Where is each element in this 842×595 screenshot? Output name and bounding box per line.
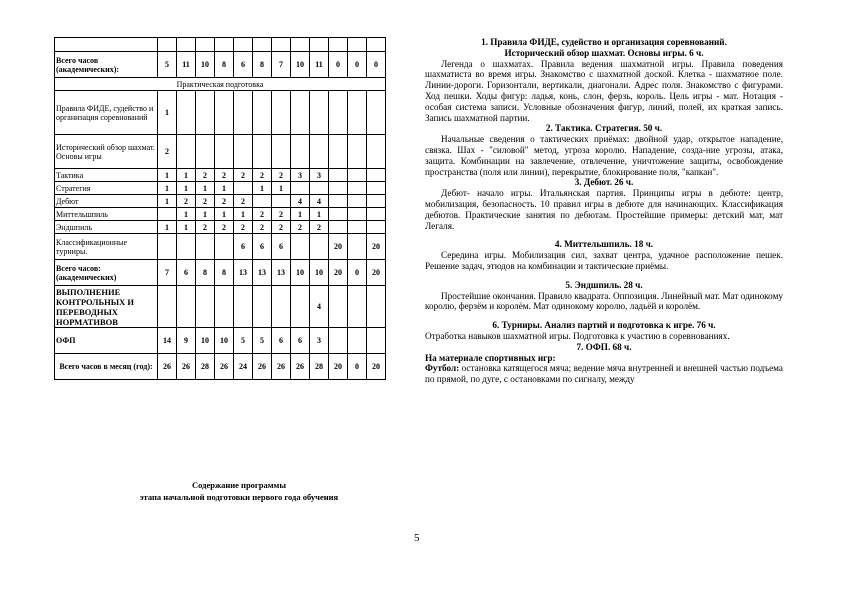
table-row <box>55 78 386 91</box>
hours-cell <box>329 38 348 52</box>
hours-cell: 26 <box>291 354 310 380</box>
hours-cell <box>310 135 329 169</box>
section-1-subheading: Исторический обзор шахмат. Основы игры. 6 ч. <box>504 47 704 58</box>
hours-cell: 28 <box>196 354 215 380</box>
table-row <box>55 182 386 195</box>
hours-cell: 1 <box>272 182 291 195</box>
hours-cell: 6 <box>272 328 291 354</box>
hours-cell: 13 <box>253 260 272 286</box>
hours-cell: 1 <box>291 208 310 221</box>
hours-cell <box>177 91 196 135</box>
hours-cell <box>158 286 177 328</box>
hours-cell <box>329 91 348 135</box>
hours-cell: 11 <box>177 52 196 78</box>
section-7-subheading: На материале спортивных игр: <box>425 352 556 363</box>
hours-cell: 13 <box>272 260 291 286</box>
table-row <box>55 169 386 182</box>
hours-cell <box>272 91 291 135</box>
section-7-heading: 7. ОФП. 68 ч. <box>576 341 632 352</box>
hours-cell: 10 <box>196 328 215 354</box>
section-1-heading: 1. Правила ФИДЕ, судейство и организация соревнований. <box>481 37 727 47</box>
table-row <box>55 221 386 234</box>
table-row <box>55 328 386 354</box>
hours-cell: 5 <box>234 328 253 354</box>
hours-cell: 2 <box>196 195 215 208</box>
hours-cell <box>367 91 386 135</box>
hours-cell: 14 <box>158 328 177 354</box>
hours-cell: 26 <box>253 354 272 380</box>
hours-cell: 1 <box>253 182 272 195</box>
hours-cell <box>329 195 348 208</box>
hours-cell: 2 <box>196 221 215 234</box>
hours-cell: 26 <box>272 354 291 380</box>
hours-cell <box>348 208 367 221</box>
table-row <box>55 38 386 52</box>
hours-cell <box>348 286 367 328</box>
hours-cell: 2 <box>234 169 253 182</box>
hours-cell <box>367 169 386 182</box>
hours-cell <box>177 286 196 328</box>
hours-cell <box>234 135 253 169</box>
hours-cell <box>215 38 234 52</box>
hours-cell: 5 <box>158 52 177 78</box>
hours-cell: 20 <box>367 260 386 286</box>
hours-cell <box>291 286 310 328</box>
section-4-text: Середина игры. Мобилизация сил, захват центра, удачное расположение пешек. Решение задач, этюдов на комбинации и тактические приёмы. <box>425 250 783 271</box>
hours-cell <box>348 169 367 182</box>
hours-cell <box>177 38 196 52</box>
hours-cell <box>196 286 215 328</box>
hours-cell <box>329 286 348 328</box>
table-row <box>55 354 386 380</box>
section-3-heading: 3. Дебют. 26 ч. <box>574 177 634 188</box>
hours-cell: 4 <box>310 195 329 208</box>
section-6-heading: 6. Турниры. Анализ партий и подготовка к игре. 76 ч. <box>492 320 716 331</box>
row-label-cell: Исторический обзор шахмат. Основы игры <box>55 135 158 169</box>
hours-cell: 11 <box>310 52 329 78</box>
row-label-cell: Тактика <box>55 169 158 182</box>
row-label-cell: Правила ФИДЕ, судейство и организация соревнований <box>55 91 158 135</box>
section-3-text: Дебют- начало игры. Итальянская партия. Принципы игры в дебюте: центр, мобилизация, безопасность. 10 правил игры в дебюте для начинающих. Классификация дебютов. Практические занятия по дебютам. Простейшие примеры: детский мат, мат Легаля. <box>425 188 783 231</box>
page-number: 5 <box>414 532 420 544</box>
hours-cell: 28 <box>310 354 329 380</box>
hours-cell: 20 <box>329 354 348 380</box>
hours-cell: 0 <box>367 52 386 78</box>
hours-cell: 1 <box>215 208 234 221</box>
hours-cell <box>310 182 329 195</box>
hours-cell: 2 <box>310 221 329 234</box>
table-row <box>55 91 386 135</box>
hours-cell <box>329 182 348 195</box>
hours-cell <box>291 182 310 195</box>
section-2-text: Начальные сведения о тактических приёмах: двойной удар, открытое нападение, связка. Шах - "силовой" метод, угроза королю. Нападение, созда-ние угрозы, атака, защита. Комбинации на завлечение, отвлечение, уничтожение защиты, освобождение пространства (поля или линии), перекрытие, блокирование поля, "капкан". <box>425 134 783 177</box>
hours-cell <box>215 91 234 135</box>
hours-cell <box>291 91 310 135</box>
hours-cell: 10 <box>196 52 215 78</box>
table-row <box>55 286 386 328</box>
hours-cell: 0 <box>348 354 367 380</box>
hours-cell: 8 <box>196 260 215 286</box>
hours-cell: 3 <box>291 169 310 182</box>
hours-cell: 0 <box>329 52 348 78</box>
row-label-cell: Стратегия <box>55 182 158 195</box>
hours-cell <box>253 286 272 328</box>
hours-cell: 2 <box>253 169 272 182</box>
training-plan-table <box>54 37 386 380</box>
hours-cell: 2 <box>234 195 253 208</box>
hours-cell: 20 <box>329 234 348 260</box>
hours-cell: 1 <box>196 182 215 195</box>
section-header-cell: Практическая подготовка <box>55 78 386 91</box>
row-label-cell: Классификационные турниры. <box>55 234 158 260</box>
hours-cell: 10 <box>310 260 329 286</box>
hours-cell <box>196 135 215 169</box>
hours-cell <box>367 221 386 234</box>
hours-cell: 10 <box>291 52 310 78</box>
football-label: Футбол: <box>425 363 460 374</box>
hours-cell: 6 <box>253 234 272 260</box>
row-label-cell: Всего часов: (академических) <box>55 260 158 286</box>
hours-cell: 2 <box>158 135 177 169</box>
hours-cell: 6 <box>291 328 310 354</box>
hours-cell: 0 <box>348 260 367 286</box>
hours-cell <box>234 286 253 328</box>
hours-cell: 2 <box>272 221 291 234</box>
hours-cell <box>329 135 348 169</box>
section-2-heading: 2. Тактика. Стратегия. 50 ч. <box>545 123 663 134</box>
hours-cell <box>253 195 272 208</box>
hours-cell: 0 <box>348 52 367 78</box>
hours-cell: 13 <box>234 260 253 286</box>
hours-cell: 20 <box>329 260 348 286</box>
hours-cell: 20 <box>367 234 386 260</box>
hours-cell: 1 <box>310 208 329 221</box>
hours-cell: 7 <box>272 52 291 78</box>
row-label-cell: Эндшпиль <box>55 221 158 234</box>
table-row <box>55 234 386 260</box>
hours-cell: 1 <box>196 208 215 221</box>
hours-cell: 24 <box>234 354 253 380</box>
hours-cell: 8 <box>215 52 234 78</box>
row-label-cell: Дебют <box>55 195 158 208</box>
hours-cell: 1 <box>158 182 177 195</box>
hours-cell: 4 <box>310 286 329 328</box>
hours-cell: 3 <box>310 328 329 354</box>
hours-cell: 1 <box>158 195 177 208</box>
hours-cell: 6 <box>234 52 253 78</box>
hours-cell <box>367 286 386 328</box>
hours-cell <box>158 208 177 221</box>
hours-cell <box>215 286 234 328</box>
hours-cell: 2 <box>196 169 215 182</box>
hours-cell <box>272 135 291 169</box>
table-row <box>55 52 386 78</box>
hours-cell <box>348 182 367 195</box>
table-row <box>55 260 386 286</box>
hours-cell: 6 <box>234 234 253 260</box>
hours-cell <box>253 91 272 135</box>
program-content-subtitle: этапа начальной подготовки первого года обучения <box>139 492 339 502</box>
hours-cell <box>367 135 386 169</box>
hours-cell: 26 <box>215 354 234 380</box>
hours-cell: 1 <box>177 182 196 195</box>
row-label-cell: ОФП <box>55 328 158 354</box>
hours-cell <box>329 208 348 221</box>
hours-cell <box>348 234 367 260</box>
hours-cell <box>348 135 367 169</box>
hours-cell <box>348 38 367 52</box>
hours-cell: 2 <box>215 221 234 234</box>
hours-cell: 10 <box>215 328 234 354</box>
table-row <box>55 208 386 221</box>
hours-cell: 2 <box>272 208 291 221</box>
hours-cell: 2 <box>291 221 310 234</box>
hours-cell: 9 <box>177 328 196 354</box>
hours-cell <box>310 91 329 135</box>
hours-cell <box>272 195 291 208</box>
hours-cell: 1 <box>215 182 234 195</box>
hours-cell <box>348 328 367 354</box>
hours-cell <box>196 91 215 135</box>
hours-cell <box>234 38 253 52</box>
section-6-text: Отработка навыков шахматной игры. Подготовка к участию в соревнованиях. <box>425 330 730 341</box>
hours-cell <box>196 234 215 260</box>
hours-cell: 2 <box>253 221 272 234</box>
program-content-text <box>425 37 783 385</box>
hours-cell: 26 <box>158 354 177 380</box>
hours-cell <box>196 38 215 52</box>
hours-cell <box>367 195 386 208</box>
row-label-cell <box>55 38 158 52</box>
hours-cell <box>234 182 253 195</box>
section-5-heading: 5. Эндшпиль. 28 ч. <box>565 279 643 290</box>
row-label-cell: Всего часов (академических): <box>55 52 158 78</box>
hours-cell <box>177 234 196 260</box>
row-label-cell: Миттельшпиль <box>55 208 158 221</box>
hours-cell: 1 <box>158 221 177 234</box>
hours-cell: 20 <box>367 354 386 380</box>
hours-cell: 4 <box>291 195 310 208</box>
hours-cell <box>158 234 177 260</box>
hours-cell: 6 <box>272 234 291 260</box>
hours-cell <box>329 221 348 234</box>
row-label-cell: ВЫПОЛНЕНИЕ КОНТРОЛЬНЫХ И ПЕРЕВОДНЫХ НОРМАТИВОВ <box>55 286 158 328</box>
hours-cell: 1 <box>177 169 196 182</box>
hours-cell: 5 <box>253 328 272 354</box>
hours-cell <box>367 182 386 195</box>
hours-cell: 1 <box>177 221 196 234</box>
hours-cell <box>291 135 310 169</box>
row-label-cell: Всего часов в месяц (год): <box>55 354 158 380</box>
hours-cell <box>348 221 367 234</box>
hours-cell <box>177 135 196 169</box>
hours-cell: 1 <box>177 208 196 221</box>
hours-cell <box>310 38 329 52</box>
hours-cell <box>329 328 348 354</box>
hours-cell: 8 <box>253 52 272 78</box>
hours-cell: 1 <box>158 91 177 135</box>
hours-cell <box>291 38 310 52</box>
hours-cell: 2 <box>177 195 196 208</box>
hours-cell: 6 <box>177 260 196 286</box>
hours-cell: 2 <box>272 169 291 182</box>
program-content-title: Содержание программы <box>192 480 286 490</box>
section-5-text: Простейшие окончания. Правило квадрата. Оппозиция. Линейный мат. Мат одинокому королю, ферзём и королём. Мат одинокому королю, ладьёй и королём. <box>425 290 783 312</box>
hours-cell: 8 <box>215 260 234 286</box>
hours-cell: 2 <box>253 208 272 221</box>
hours-cell <box>367 328 386 354</box>
hours-cell <box>272 38 291 52</box>
hours-cell <box>310 234 329 260</box>
football-text: остановка катящегося мяча; ведение мяча внутренней и внешней частью подъема по прямой, по дуге, с остановками по сигналу, между <box>425 363 783 385</box>
table-row <box>55 135 386 169</box>
hours-cell <box>348 195 367 208</box>
hours-cell: 2 <box>215 195 234 208</box>
hours-cell <box>215 135 234 169</box>
hours-cell: 7 <box>158 260 177 286</box>
hours-cell: 10 <box>291 260 310 286</box>
hours-cell <box>329 169 348 182</box>
hours-cell <box>253 135 272 169</box>
hours-cell <box>215 234 234 260</box>
hours-cell <box>272 286 291 328</box>
hours-cell: 2 <box>215 169 234 182</box>
hours-cell <box>291 234 310 260</box>
section-4-heading: 4. Миттельшпиль. 18 ч. <box>554 239 654 250</box>
section-1-text: Легенда о шахматах. Правила ведения шахматной игры. Правила поведения шахматиста во время игры. Знакомство с шахматной доской. Клетка - шахматное поле. Линии-дороги. Горизонтали, вертикали, диагонали. Адрес поля. Знакомство с фигурами. Ход пешки. Ходы фигур: ладья, конь, слон, ферзь, король. Цель игры - мат. Нотация - особая система записи. Условные обозначения фигур, линий, полей, их краткая запись. Запись шахматной партии. <box>425 58 783 123</box>
hours-cell: 26 <box>177 354 196 380</box>
hours-cell: 1 <box>158 169 177 182</box>
hours-cell <box>234 91 253 135</box>
hours-cell <box>158 38 177 52</box>
hours-cell: 3 <box>310 169 329 182</box>
hours-cell <box>367 38 386 52</box>
hours-cell <box>367 208 386 221</box>
hours-cell <box>348 91 367 135</box>
hours-cell <box>253 38 272 52</box>
table-row <box>55 195 386 208</box>
hours-cell: 1 <box>234 208 253 221</box>
hours-cell: 2 <box>234 221 253 234</box>
